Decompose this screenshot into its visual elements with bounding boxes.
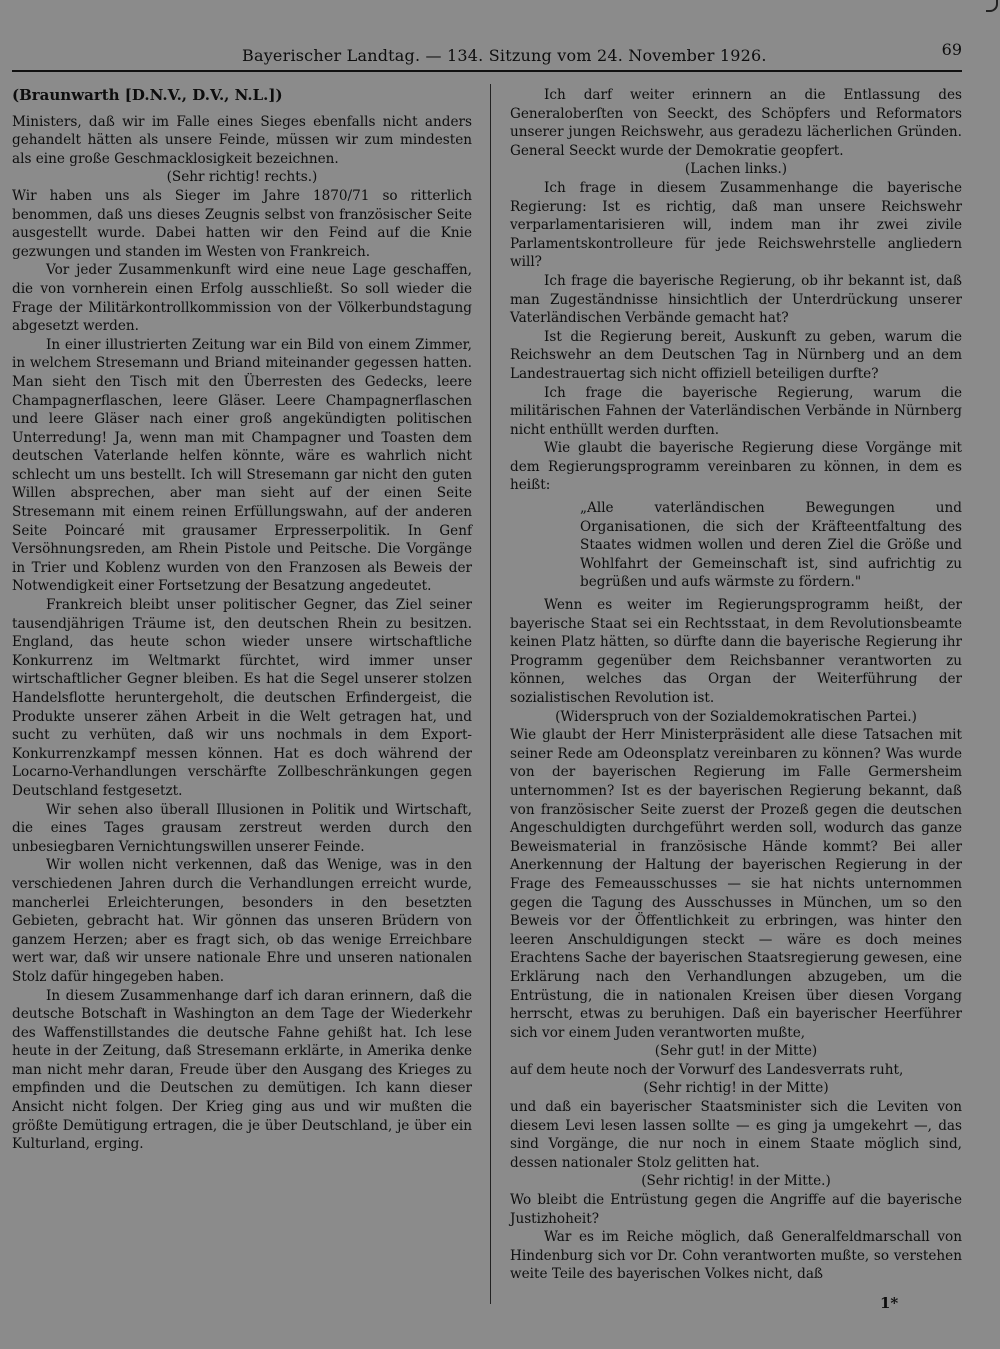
paragraph: und daß ein bayerischer Staatsminister sich die Leviten von diesem Levi lesen lassen sollte — es ging ja umgekehrt —, das sind Vorgänge, die nur noch in einem Staate möglich sind, dessen nationaler Stolz gelitten hat. (510, 1099, 962, 1171)
interjection: (Sehr richtig! in der Mitte) (643, 1080, 829, 1097)
paragraph: Ich frage die bayerische Regierung, ob ihr bekannt ist, daß man Zugeständnisse hinsichtlich der Unterdrückung unserer Vaterländischen Verbände gemacht hat? (510, 272, 962, 327)
speaker-label: (Braunwarth [D.N.V., D.V., N.L.]) (12, 86, 283, 104)
page-number: 69 (941, 40, 962, 59)
left-column (12, 86, 472, 1154)
paragraph: Ich frage die bayerische Regierung, warum die militärischen Fahnen der Vaterländischen Verbände in Nürnberg nicht enthüllt werden durften. (510, 384, 962, 438)
paragraph: In diesem Zusammenhange darf ich daran erinnern, daß die deutsche Botschaft in Washington an dem Tage der Wiederkehr des Waffenstillstandes die deutsche Fahne gehißt hat. Ich lese heute in der Zeitung, daß Stresemann erklärte, in Amerika denke man nicht mehr daran, Freude über den Ausgang des Krieges zu empfinden und die Deutschen zu demütigen. Ich kann dieser Ansicht nicht folgen. Der Krieg ging aus und wir mußten die größte Demütigung ertragen, die je über Deutschland, je über ein Kulturland, erging. (12, 987, 472, 1153)
interjection: (Sehr richtig! in der Mitte.) (641, 1173, 831, 1190)
running-title: Bayerischer Landtag. — 134. Sitzung vom 24. November 1926. (242, 46, 767, 65)
interjection: (Sehr richtig! rechts.) (166, 169, 318, 186)
paragraph: Frankreich bleibt unser politischer Gegner, das Ziel seiner tausendjährigen Träume ist, den deutschen Rhein zu besitzen. England, das heute schon wieder unsere wirtschaftliche Konkurrenz im Weltmarkt fürchtet, wird immer unser wirtschaftlicher Gegner bleiben. Es hat die Segel unserer stolzen Handelsflotte heruntergeholt, die deutschen Erfindergeist, die Produkte unserer zähen Arbeit in die Welt getragen hat, und sucht zu verhüten, daß wir uns nochmals in dem Export-Konkurrenzkampf messen können. Hat es doch während der Locarno-Verhandlungen verschärfte Zollbeschränkungen gegen Deutschland festgesetzt. (12, 597, 472, 799)
paragraph: In einer illustrierten Zeitung war ein Bild von einem Zimmer, in welchem Stresemann und Briand miteinander gegessen hatten. Man sieht den Tisch mit den Überresten des Gedecks, leere Champagnerflaschen, leere Gläser. Leere Champagnerflaschen und leere Gläser nach einer groß angekündigten politischen Unterredung! Ja, wenn man mit Champagner und Toasten dem deutschen Vaterlande helfen könnte, wäre es wahrlich nicht schlecht um uns bestellt. Ich will Stresemann gar nicht den guten Willen absprechen, aber man sieht auf der einen Seite Stresemann mit einem reinen Erfüllungswahn, auf der anderen Seite Poincaré mit grausamer Erpresserpolitik. In Genf Versöhnungsreden, am Rhein Pistole und Peitsche. Die Vorgänge in Trier und Koblenz wurden von den Franzosen als Beweis der Notwendigkeit einer Fortsetzung der Besatzung angedeutet. (12, 336, 472, 595)
paragraph: Vor jeder Zusammenkunft wird eine neue Lage geschaffen, die von vornherein einen Erfolg ausschließt. So soll wieder die Frage der Militärkontrollkommission von der Völkerbundstagung abgesetzt werden. (12, 262, 472, 335)
interjection: (Sehr gut! in der Mitte) (654, 1043, 818, 1060)
corner-fold-mark (986, 0, 998, 12)
paragraph: Wir haben uns als Sieger im Jahre 1870/71 so ritterlich benommen, daß uns dieses Zeugnis selbst von französischer Seite ausgestellt wurde. Dabei hatten wir den Feind auf die Knie gezwungen und standen im Westen von Frankreich. (12, 187, 472, 260)
signature-mark: 1* (880, 1294, 899, 1312)
paragraph: War es im Reiche möglich, daß Generalfeldmarschall von Hindenburg sich vor Dr. Cohn verantworten mußte, so verstehen weite Teile des bayerischen Volkes nicht, daß (510, 1229, 962, 1283)
block-quote: „Alle vaterländischen Bewegungen und Organisationen, die sich der Kräfteentfaltung des Staates widmen wollen und deren Ziel die Größe und Wohlfahrt der Gemeinschaft ist, sind aufrichtig zu begrüßen und aufs wärmste zu fördern." (580, 500, 962, 591)
paragraph: Ich darf weiter erinnern an die Entlassung des Generaloberſten von Seeckt, des Schöpfers und Reformators unserer jungen Reichswehr, aus geradezu lächerlichen Gründen. General Seeckt wurde der Demokratie geopfert. (510, 87, 962, 159)
column-divider (490, 84, 491, 1304)
page-header (12, 40, 962, 72)
paragraph: Wenn es weiter im Regierungsprogramm heißt, der bayerische Staat sei ein Rechtsstaat, in dem Revolutionsbeamte keinen Platz hätten, so dürfte dann die bayerische Regierung ihr Programm gegenüber dem Reichsbanner verantworten zu können, welches das Organ der Weiterführung der sozialistischen Revolution ist. (510, 597, 962, 706)
paragraph: Ist die Regierung bereit, Auskunft zu geben, warum die Reichswehr an dem Deutschen Tag in Nürnberg und an dem Landestrauertag sich nicht offiziell beteiligen durfte? (510, 328, 962, 382)
paragraph: Ministers, daß wir im Falle eines Sieges ebenfalls nicht anders gehandelt hätten als unsere Feinde, müssen wir zum mindesten als eine große Geschmacklosigkeit bezeichnen. (12, 113, 472, 167)
interjection: (Lachen links.) (684, 161, 788, 178)
paragraph: Wo bleibt die Entrüstung gegen die Angriffe auf die bayerische Justizhoheit? (510, 1192, 962, 1227)
paragraph: Wie glaubt der Herr Ministerpräsident alle diese Tatsachen mit seiner Rede am Odeonsplatz vereinbaren zu können? Was wurde von der bayerischen Regierung im Falle Germersheim unternommen? Ist es der bayerischen Regierung bekannt, daß von französischer Seite zuerst der Prozeß gegen die deutschen Angeschuldigten durchgeführt werden soll, wodurch das ganze Beweismaterial in französische Hände kommt? Bei aller Anerkennung der Haltung der bayerischen Regierung in der Frage des Femeausschusses — sie hat nichts unternommen gegen die Tagung des Ausschusses in München, um so den Beweis vor der Öffentlichkeit zu erbringen, was hinter den leeren Anschuldigungen steckt — wäre es doch meines Erachtens Sache der bayerischen Staatsregierung gewesen, eine Erklärung nach den Verhandlungen abzugeben, um die Entrüstung, die in nationalen Kreisen über diesen Vorgang herrscht, etwas zu beruhigen. Daß ein bayerischer Heerführer sich vor einem Juden verantworten mußte, (510, 727, 962, 1041)
paragraph: Wir sehen also überall Illusionen in Politik und Wirtschaft, die eines Tages grausam zerstreut werden durch den unbesiegbaren Vernichtungswillen unserer Feinde. (12, 801, 472, 855)
paragraph: auf dem heute noch der Vorwurf des Landesverrats ruht, (510, 1061, 904, 1078)
interjection: (Widerspruch von der Sozialdemokratischen Partei.) (555, 708, 917, 725)
paragraph: Ich frage in diesem Zusammenhange die bayerische Regierung: Ist es richtig, daß man unsere Reichswehr verparlamentarisieren will, indem man ihr zwei zivile Parlamentskontrolleure für jede Reichswehrstelle angliedern will? (510, 179, 962, 271)
paragraph: Wir wollen nicht verkennen, daß das Wenige, was in den verschiedenen Jahren durch die Verhandlungen erreicht wurde, mancherlei Erleichterungen, besonders in den besetzten Gebieten, gebracht hat. Wir gönnen das unseren Brüdern von ganzem Herzen; aber es fragt sich, ob das wenige Erreichbare wert war, daß wir unsere nationale Ehre und unseren nationalen Stolz dafür hingegeben haben. (12, 857, 472, 985)
right-column (510, 86, 962, 1284)
paragraph: Wie glaubt die bayerische Regierung diese Vorgänge mit dem Regierungsprogramm vereinbaren zu können, in dem es heißt: (510, 440, 962, 494)
